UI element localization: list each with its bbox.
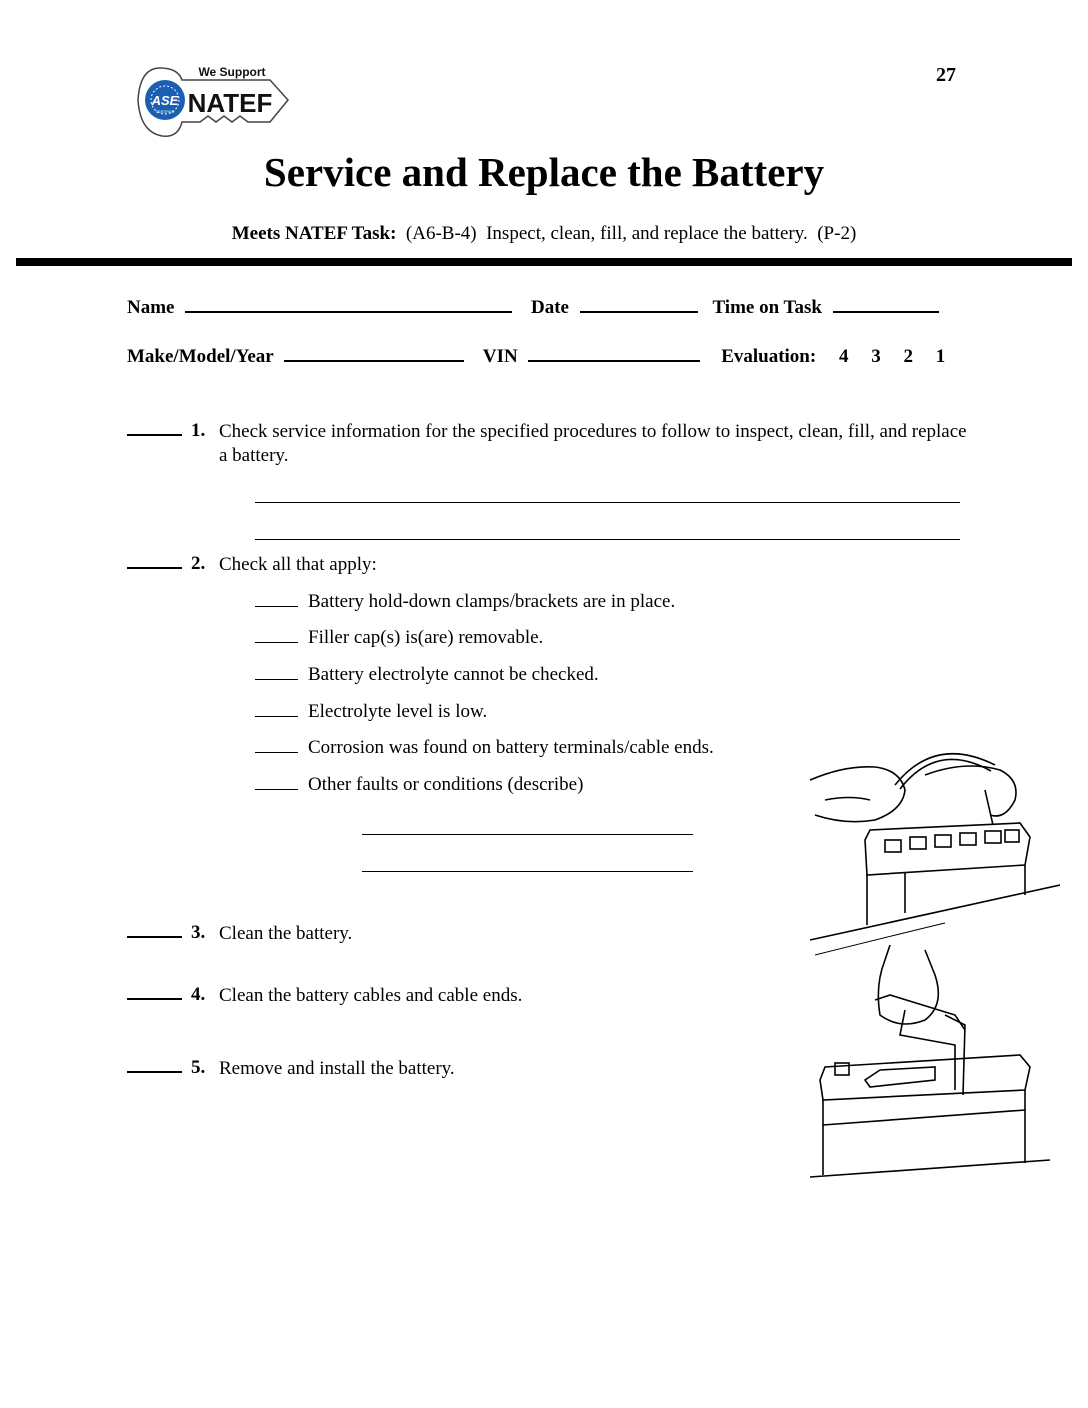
battery-service-illustration [805, 745, 1060, 1185]
step-1-check-blank[interactable] [127, 434, 182, 436]
task-label: Meets NATEF Task: [231, 223, 397, 244]
checklist-label: Battery hold-down clamps/brackets are in place. [308, 591, 676, 612]
checklist-label: Electrolyte level is low. [308, 701, 488, 722]
date-label: Date [530, 297, 569, 318]
vin-field[interactable] [528, 360, 700, 362]
checklist-blank[interactable] [255, 716, 298, 717]
header-divider [16, 258, 1072, 266]
evaluation-score-3[interactable]: 3 [871, 346, 881, 367]
task-priority: (P-2) [817, 223, 857, 244]
step-number: 5. [191, 1057, 206, 1078]
checklist-label: Other faults or conditions (describe) [308, 774, 584, 795]
step-number: 3. [191, 922, 206, 943]
step-2 [127, 553, 967, 575]
checklist-label: Corrosion was found on battery terminals/cable ends. [308, 737, 714, 758]
evaluation-scores [821, 346, 945, 367]
natef-logo [130, 60, 295, 145]
checklist-item [255, 664, 599, 686]
step-2-check-blank[interactable] [127, 567, 182, 569]
evaluation-label: Evaluation: [721, 346, 817, 367]
page-title: Service and Replace the Battery [263, 149, 825, 195]
step-text: Clean the battery cables and cable ends. [219, 985, 523, 1006]
describe-line-2[interactable] [362, 871, 693, 872]
step-text: Check all that apply: [219, 554, 377, 575]
info-row-1 [127, 297, 945, 319]
step-1 [127, 420, 967, 466]
checklist-item [255, 627, 543, 649]
page-number: 27 [936, 64, 956, 86]
battery-illustration-icon [805, 745, 1060, 1185]
checklist-blank[interactable] [255, 642, 298, 643]
make-model-year-field[interactable] [284, 360, 464, 362]
step-number: 2. [191, 553, 206, 574]
checklist-item [255, 774, 583, 796]
describe-line-1[interactable] [362, 834, 693, 835]
task-description: Inspect, clean, fill, and replace the battery. [486, 223, 808, 244]
make-model-year-label: Make/Model/Year [127, 346, 274, 367]
step-5-check-blank[interactable] [127, 1071, 182, 1073]
task-code: (A6-B-4) [405, 223, 477, 244]
svg-text:ASE: ASE [151, 93, 179, 108]
checklist-item [255, 591, 675, 613]
key-logo-icon [130, 60, 295, 145]
checklist-blank[interactable] [255, 752, 298, 753]
name-label: Name [127, 297, 175, 318]
step-text: Remove and install the battery. [219, 1058, 455, 1079]
svg-text:We Support: We Support [198, 65, 266, 79]
natef-task-line [0, 223, 1088, 245]
checklist-blank[interactable] [255, 679, 298, 680]
step-text: Clean the battery. [219, 923, 353, 944]
checklist-label: Battery electrolyte cannot be checked. [308, 664, 599, 685]
evaluation-score-4[interactable]: 4 [838, 346, 849, 367]
step-1-answer-line-1[interactable] [255, 502, 960, 503]
vin-label: VIN [482, 346, 518, 367]
evaluation-score-2[interactable]: 2 [903, 346, 913, 367]
step-1-answer-line-2[interactable] [255, 539, 960, 540]
time-on-task-field[interactable] [833, 311, 939, 313]
step-number: 1. [191, 420, 206, 441]
info-row-2 [127, 346, 945, 368]
step-4-check-blank[interactable] [127, 998, 182, 1000]
checklist-blank[interactable] [255, 789, 298, 790]
svg-text:NATEF: NATEF [187, 88, 273, 118]
time-on-task-label: Time on Task [712, 297, 822, 318]
step-3-check-blank[interactable] [127, 936, 182, 938]
evaluation-score-1[interactable]: 1 [935, 346, 946, 367]
date-field[interactable] [580, 311, 698, 313]
step-text: Check service information for the specified procedures to follow to inspect, clean, fill, and replace a battery. [219, 421, 967, 466]
step-number: 4. [191, 984, 206, 1005]
checklist-blank[interactable] [255, 606, 298, 607]
checklist-label: Filler cap(s) is(are) removable. [308, 627, 544, 648]
svg-text:CERTIFIED: CERTIFIED [155, 110, 175, 114]
name-field[interactable] [185, 311, 512, 313]
checklist-item [255, 701, 487, 723]
checklist-item [255, 737, 714, 759]
